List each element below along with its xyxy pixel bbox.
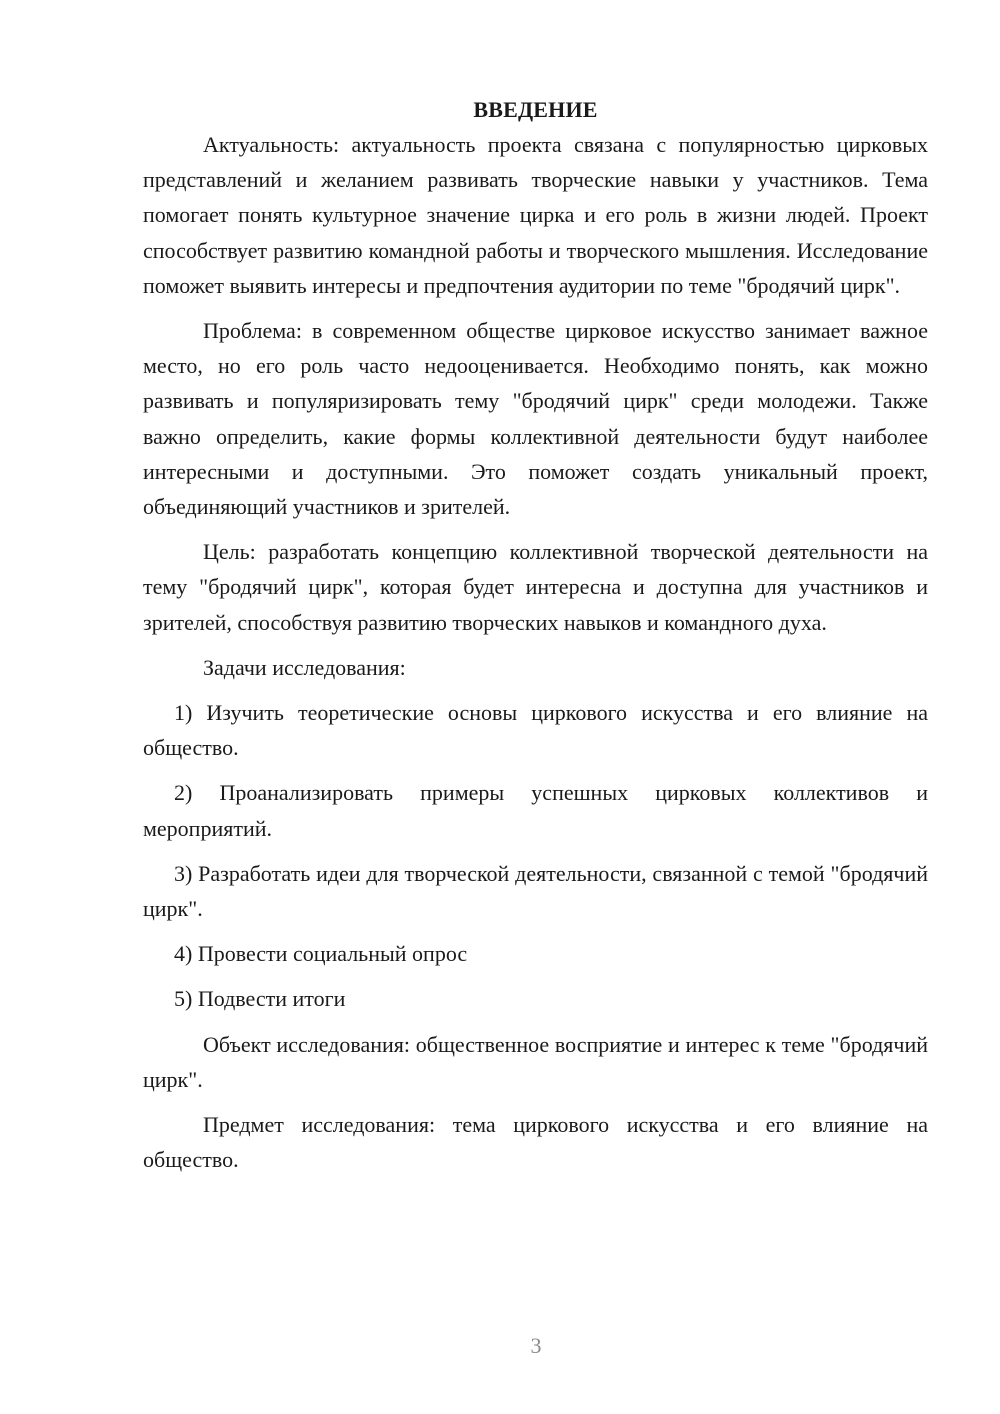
page-number: 3 (530, 1333, 542, 1358)
paragraph-object: Объект исследования: общественное восприятие и интерес к теме "бродячий цирк". (143, 1031, 928, 1092)
task-item: 2) Проанализировать примеры успешных цирковых коллективов и мероприятий. (143, 780, 928, 841)
task-item: 1) Изучить теоретические основы циркового искусства и его влияние на общество. (143, 700, 928, 761)
paragraph-problem: Проблема: в современном обществе цирковое искусство занимает важное место, но его роль часто недооценивается. Необходимо понять, как можно развивать и популяризировать тему "бродячий цирк" среди молодежи. Также важно определить, какие формы коллективной деятельности будут наиболее интересными и доступными. Это поможет создать уникальный проект, объединяющий участников и зрителей. (143, 318, 928, 520)
paragraph-goal: Цель: разработать концепцию коллективной творческой деятельности на тему "бродячий цирк", которая будет интересна и доступна для участников и зрителей, способствуя развитию творческих навыков и командного духа. (143, 539, 928, 635)
paragraph-tasks-heading: Задачи исследования: (203, 654, 406, 680)
task-item: 5) Подвести итоги (174, 986, 346, 1012)
paragraph-relevance: Актуальность: актуальность проекта связана с популярностью цирковых представлений и желанием развивать творческие навыки у участников. Тема помогает понять культурное значение цирка и его роль в жизни людей. Проект способствует развитию командной работы и творческого мышления. Исследование поможет выявить интересы и предпочтения аудитории по теме "бродячий цирк". (143, 132, 928, 298)
paragraph-subject: Предмет исследования: тема циркового искусства и его влияние на общество. (143, 1112, 928, 1173)
section-title: ВВЕДЕНИЕ (473, 97, 598, 122)
task-item: 4) Провести социальный опрос (174, 941, 468, 967)
task-item: 3) Разработать идеи для творческой деятельности, связанной с темой "бродячий цирк". (143, 860, 928, 922)
page-content (143, 92, 928, 1177)
